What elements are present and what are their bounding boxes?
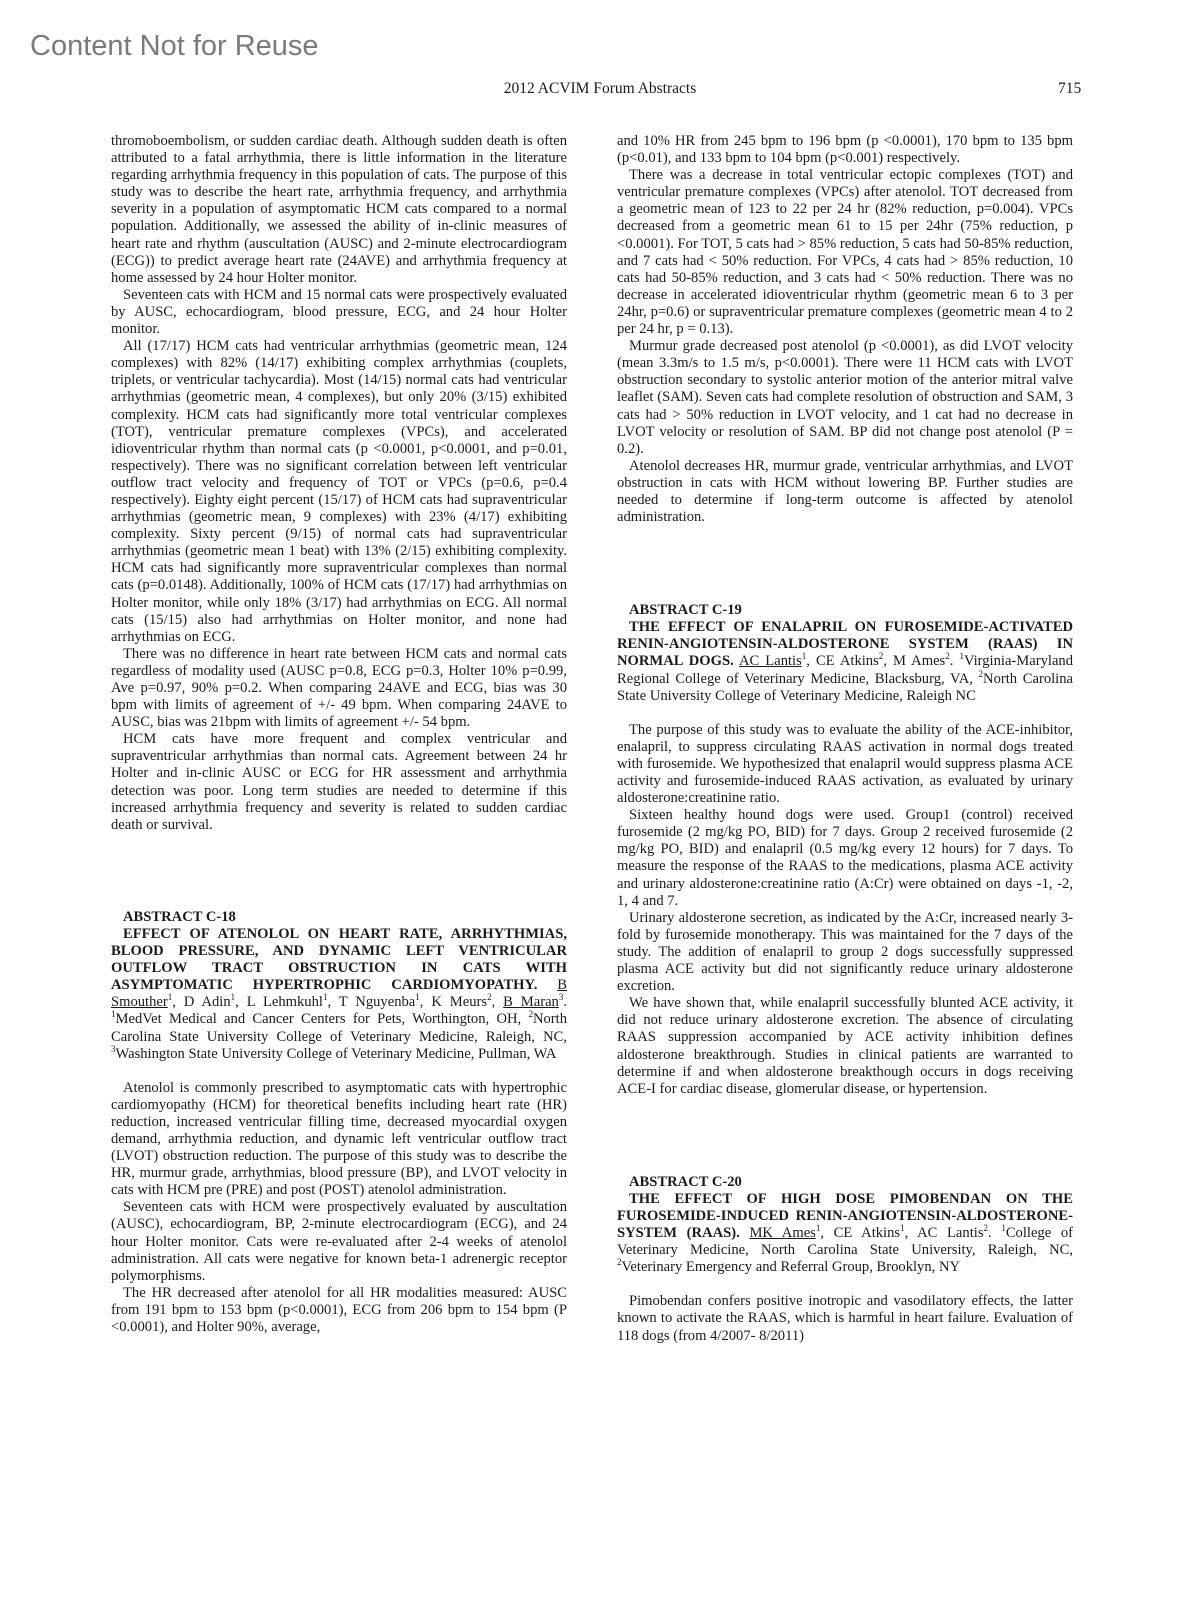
abstract-c18 [111,909,567,1336]
abstract-c20 [617,1174,1073,1345]
affiliation: North Carolina State University College of Veterinary Medicine, Raleigh, NC, [111,1011,567,1045]
superscript: 1 [111,1009,116,1020]
running-title: 2012 ACVIM Forum Abstracts [503,80,697,97]
superscript: 2 [945,651,950,662]
superscript: 3 [111,1043,116,1054]
abstract-title-block: THE EFFECT OF ENALAPRIL ON FUROSEMIDE-ACTIVATED RENIN-ANGIOTENSIN-ALDOSTERONE SYSTEM (RAAS) IN NORMAL DOGS. AC Lantis$^1$, CE Atkins$^2$, M Ames$^2$. $^1$Virginia-Maryland Regional College of Veterinary Medicine, Blacksburg, VA, $^2$North Carolina State University College of Veterinary Medicine, Raleigh NC [617,619,1074,704]
abstract-title-block: EFFECT OF ATENOLOL ON HEART RATE, ARRHYTHMIAS, BLOOD PRESSURE, AND DYNAMIC LEFT VENTRICULAR OUTFLOW TRACT OBSTRUCTION IN CATS WITH ASYMPTOMATIC HYPERTROPHIC CARDIOMYOPATHY. B Smouther$^1$, D Adin$^1$, L Lehmkuhl$^1$, T Nguyenba$^1$, K Meurs$^2$, B Maran$^3$. $^1$MedVet Medical and Cancer Centers for Pets, Worthington, OH, $^2$North Carolina State University College of Veterinary Medicine, Raleigh, NC, $^3$Washington State University College of Veterinary Medicine, Pullman, WA [111,925,568,1062]
paragraph: The HR decreased after atenolol for all HR modalities measured: AUSC from 191 bpm to 153 bpm (p<0.0001), ECG from 206 bpm to 154 bpm (P <0.0001), and Holter 90%, average, [111,1284,567,1335]
paragraph: Seventeen cats with HCM and 15 normal cats were prospectively evaluated by AUSC, echocardiogram, blood pressure, ECG, and 24 hour Holter monitor. [111,286,567,338]
paragraph: The purpose of this study was to evaluate the ability of the ACE-inhibitor, enalapril, to suppress circulating RAAS activation in normal dogs treated with furosemide. We hypothesized that enalapril would suppress plasma ACE activity and furosemide-induced RAAS activation, as evaluated by urinary aldosterone:creatinine ratio. [617,721,1073,807]
right-column [617,133,1073,1345]
paragraph: Atenolol decreases HR, murmur grade, ventricular arrhythmias, and LVOT obstruction in cats with HCM without lowering BP. Further studies are needed to determine if long-term outcome is affected by atenolol administration. [617,457,1073,526]
paragraph: HCM cats have more frequent and complex ventricular and supraventricular arrhythmias than normal cats. Agreement between 24 hr Holter and in-clinic AUSC or ECG for HR assessment and arrhythmia detection was poor. Long term studies are needed to determine if this increased arrhythmia frequency and severity is related to sudden cardiac death or survival. [111,731,567,833]
author: , D Adin [172,994,231,1011]
paragraph: Pimobendan confers positive inotropic and vasodilatory effects, the latter known to activate the RAAS, which is harmful in heart failure. Evaluation of 118 dogs (from 4/2007- 8/2011) [617,1293,1073,1344]
paragraph: Sixteen healthy hound dogs were used. Group1 (control) received furosemide (2 mg/kg PO, BID) for 7 days. Group 2 received furosemide (2 mg/kg PO, BID) and enalapril (0.5 mg/kg every 12 hours) for 7 days. To measure the response of the RAAS to the medications, plasma ACE activity and urinary aldosterone:creatinine ratio (A:Cr) were obtained on days -1, -2, 1, 4 and 7. [617,807,1073,909]
superscript: 1 [415,992,420,1003]
abstract-id: ABSTRACT C-19 [629,602,742,619]
author: , T Nguyenba [327,994,416,1011]
abstract-id: ABSTRACT C-20 [629,1173,742,1190]
abstract-title: EFFECT OF ATENOLOL ON HEART RATE, ARRHYTHMIAS, BLOOD PRESSURE, AND DYNAMIC LEFT VENTRICULAR OUTFLOW TRACT OBSTRUCTION IN CATS WITH ASYMPTOMATIC HYPERTROPHIC CARDIOMYOPATHY. [111,925,567,994]
superscript: 2 [487,992,492,1003]
affiliation: MedVet Medical and Cancer Centers for Pets, Worthington, OH, [115,1011,529,1028]
paragraph: Atenolol is commonly prescribed to asymptomatic cats with hypertrophic cardiomyopathy (HCM) for theoretical benefits including heart rate (HR) reduction, increased ventricular filling time, decreased myocardial oxygen demand, arrhythmia reduction, and dynamic left ventricular outflow tract (LVOT) obstruction reduction. The purpose of this study was to describe the HR, murmur grade, arrhythmias, blood pressure (BP), and LVOT velocity in cats with HCM pre (PRE) and post (POST) atenolol administration. [111,1079,567,1199]
author: , K Meurs [419,994,488,1011]
paragraph: There was a decrease in total ventricular ectopic complexes (TOT) and ventricular premature complexes (VPCs) after atenolol. TOT decreased from a geometric mean of 123 to 22 per 24 hr (82% reduction, p=0.004). VPCs decreased from a geometric mean 61 to 15 per 24hr (75% reduction, p <0.0001). For TOT, 5 cats had > 85% reduction, 5 cats had 50-85% reduction, and 7 cats had < 50% reduction. For VPCs, 4 cats had > 85% reduction, 10 cats had 50-85% reduction, and 3 cats had < 50% reduction. There was no decrease in accelerated idioventricular rhythm (geometric mean 6 to 3 per 24hr, p=0.6) or supraventricular premature complexes (geometric mean 4 to 2 per 24 hr, p = 0.13). [617,167,1073,338]
affiliation: Veterinary Emergency and Referral Group, Brooklyn, NY [621,1259,961,1276]
paragraph: and 10% HR from 245 bpm to 196 bpm (p <0.0001), 170 bpm to 135 bpm (p<0.01), and 133 bpm to 104 bpm (p<0.001) respectively. [617,133,1073,167]
superscript: 3 [558,992,564,1003]
paragraph: Seventeen cats with HCM were prospectively evaluated by auscultation (AUSC), echocardiogram, BP, 2-minute electrocardiogram (ECG), and 24 hour Holter monitor. Cats were re-evaluated after 2-4 weeks of atenolol administration. All cats were negative for known beta-1 adrenergic receptor polymorphisms. [111,1199,567,1284]
superscript: 2 [978,668,984,679]
affiliation: Washington State University College of Veterinary Medicine, Pullman, WA [115,1045,557,1062]
author: , CE Atkins [820,1225,901,1242]
author: B Maran [503,994,559,1011]
superscript: 2 [983,1223,988,1234]
author: , AC Lantis [904,1225,984,1242]
paragraph: All (17/17) HCM cats had ventricular arrhythmias (geometric mean, 124 complexes) with 82% (14/17) exhibiting complex arrhythmias (couplets, triplets, or ventricular tachycardia). Most (14/15) normal cats had ventricular arrhythmias (geometric mean, 4 complexes), but only 20% (3/15) exhibited complexity. HCM cats had significantly more total ventricular complexes (TOT), ventricular premature complexes (VPCs), and accelerated idioventricular rhythm than normal cats (p <0.0001, p<0.0001, and p=0.01, respectively). There was no significant correlation between left ventricular outflow tract velocity and frequency of TOT or VPCs (p=0.6, p=0.4 respectively). Eighty eight percent (15/17) of HCM cats had supraventricular arrhythmias (geometric mean, 9 complexes) with 23% (4/17) exhibiting complexity. Sixty percent (9/15) of normal cats had supraventricular arrhythmias (geometric mean 1 beat) with 13% (2/15) exhibiting complexity. HCM cats had significantly more supraventricular complexes than normal cats (p=0.0148). Additionally, 100% of HCM cats (17/17) had arrhythmias on Holter monitor, while only 18% (3/17) had arrhythmias on ECG. All normal cats (15/15) also had arrhythmias on Holter monitor, and none had arrhythmias on ECG. [111,338,567,645]
superscript: 1 [959,651,964,662]
paragraph: thromoboembolism, or sudden cardiac death. Although sudden death is often attributed to a fatal arrhythmia, there is little information in the literature regarding arrhythmia frequency in this population of cats. The purpose of this study was to describe the heart rate, arrhythmia frequency, and arrhythmia severity in a population of asymptomatic HCM cats compared to a normal population. Additionally, we assessed the ability of in-clinic measures of heart rate and rhythm (auscultation (AUSC) and 2-minute electrocardiogram (ECG)) to predict average heart rate (24AVE) and arrhythmia frequency at home assessed by 24 hour Holter monitor. [111,133,567,286]
superscript: 2 [617,1257,622,1268]
author: , CE Atkins [806,653,879,670]
author: , M Ames [883,653,946,670]
author-separator: , [491,994,504,1011]
abstract-id: ABSTRACT C-18 [123,908,236,925]
paragraph: There was no difference in heart rate between HCM cats and normal cats regardless of modality used (AUSC p=0.8, ECG p=0.3, Holter 10% p=0.99, Ave p=0.97, 90% p=0.2. When comparing 24AVE and ECG, bias was 30 bpm with limits of agreement of +/- 49 bpm. When comparing 24AVE to AUSC, bias was 21bpm with limits of agreement +/- 54 bpm. [111,645,567,731]
superscript: 1 [815,1223,821,1234]
superscript: 1 [322,992,328,1003]
superscript: 2 [878,651,884,662]
abstract-title: THE EFFECT OF ENALAPRIL ON FUROSEMIDE-ACTIVATED RENIN-ANGIOTENSIN-ALDOSTERONE SYSTEM (RAAS) IN NORMAL DOGS. [617,619,1073,670]
page-number: 715 [1058,80,1082,97]
abstract-title-block: THE EFFECT OF HIGH DOSE PIMOBENDAN ON THE FUROSEMIDE-INDUCED RENIN-ANGIOTENSIN-ALDOSTERONE-SYSTEM (RAAS). MK Ames$^1$, CE Atkins$^1$, AC Lantis$^2$. $^1$College of Veterinary Medicine, North Carolina State University, Raleigh, NC, $^2$Veterinary Emergency and Referral Group, Brooklyn, NY [617,1190,1074,1276]
affiliation: North Carolina State University College of Veterinary Medicine, Raleigh NC [617,670,1074,704]
author: B Smouther [111,977,567,1011]
affiliation: Virginia-Maryland Regional College of Veterinary Medicine, Blacksburg, VA, [617,653,1074,687]
left-column [111,133,567,1336]
superscript: 1 [1001,1223,1006,1234]
superscript: 1 [167,992,173,1003]
paragraph: Urinary aldosterone secretion, as indicated by the A:Cr, increased nearly 3-fold by furosemide monotherapy. This was maintained for the 7 days of the study. The addition of enalapril to group 2 dogs successfully suppressed plasma ACE activity but did not significantly reduce urinary aldosterone excretion. [617,909,1073,995]
paragraph: Murmur grade decreased post atenolol (p <0.0001), as did LVOT velocity (mean 3.3m/s to 1.5 m/s, p<0.0001). There were 11 HCM cats with LVOT obstruction secondary to systolic anterior motion of the anterior mitral valve leaflet (SAM). Seven cats had complete resolution of obstruction and SAM, 3 cats had > 50% reduction in LVOT velocity, and 1 cat had no decrease in LVOT velocity or resolution of SAM. BP did not change post atenolol (P = 0.2). [617,338,1073,457]
author: MK Ames [749,1225,816,1242]
author: , L Lehmkuhl [235,994,323,1011]
paragraph: We have shown that, while enalapril successfully blunted ACE activity, it did not reduce urinary aldosterone excretion. The absence of circulating RAAS suppression accompanied by ACE activity inhibition defines aldosterone breakthrough. Studies in clinical patients are warranted to determine if and when aldosterone breakthough occurs in dogs receiving ACE-I for cardiac disease, glomerular disease, or hypertension. [617,995,1073,1097]
superscript: 1 [801,651,807,662]
author: AC Lantis [738,653,802,670]
superscript: 1 [900,1223,905,1234]
watermark: Content Not for Reuse [30,30,319,62]
superscript: 1 [230,992,236,1003]
abstract-title: THE EFFECT OF HIGH DOSE PIMOBENDAN ON THE FUROSEMIDE-INDUCED RENIN-ANGIOTENSIN-ALDOSTERONE-SYSTEM (RAAS). [617,1190,1073,1242]
superscript: 2 [528,1009,533,1020]
abstract-c19 [617,602,1073,1098]
affiliation: College of Veterinary Medicine, North Carolina State University, Raleigh, NC, [617,1225,1074,1259]
